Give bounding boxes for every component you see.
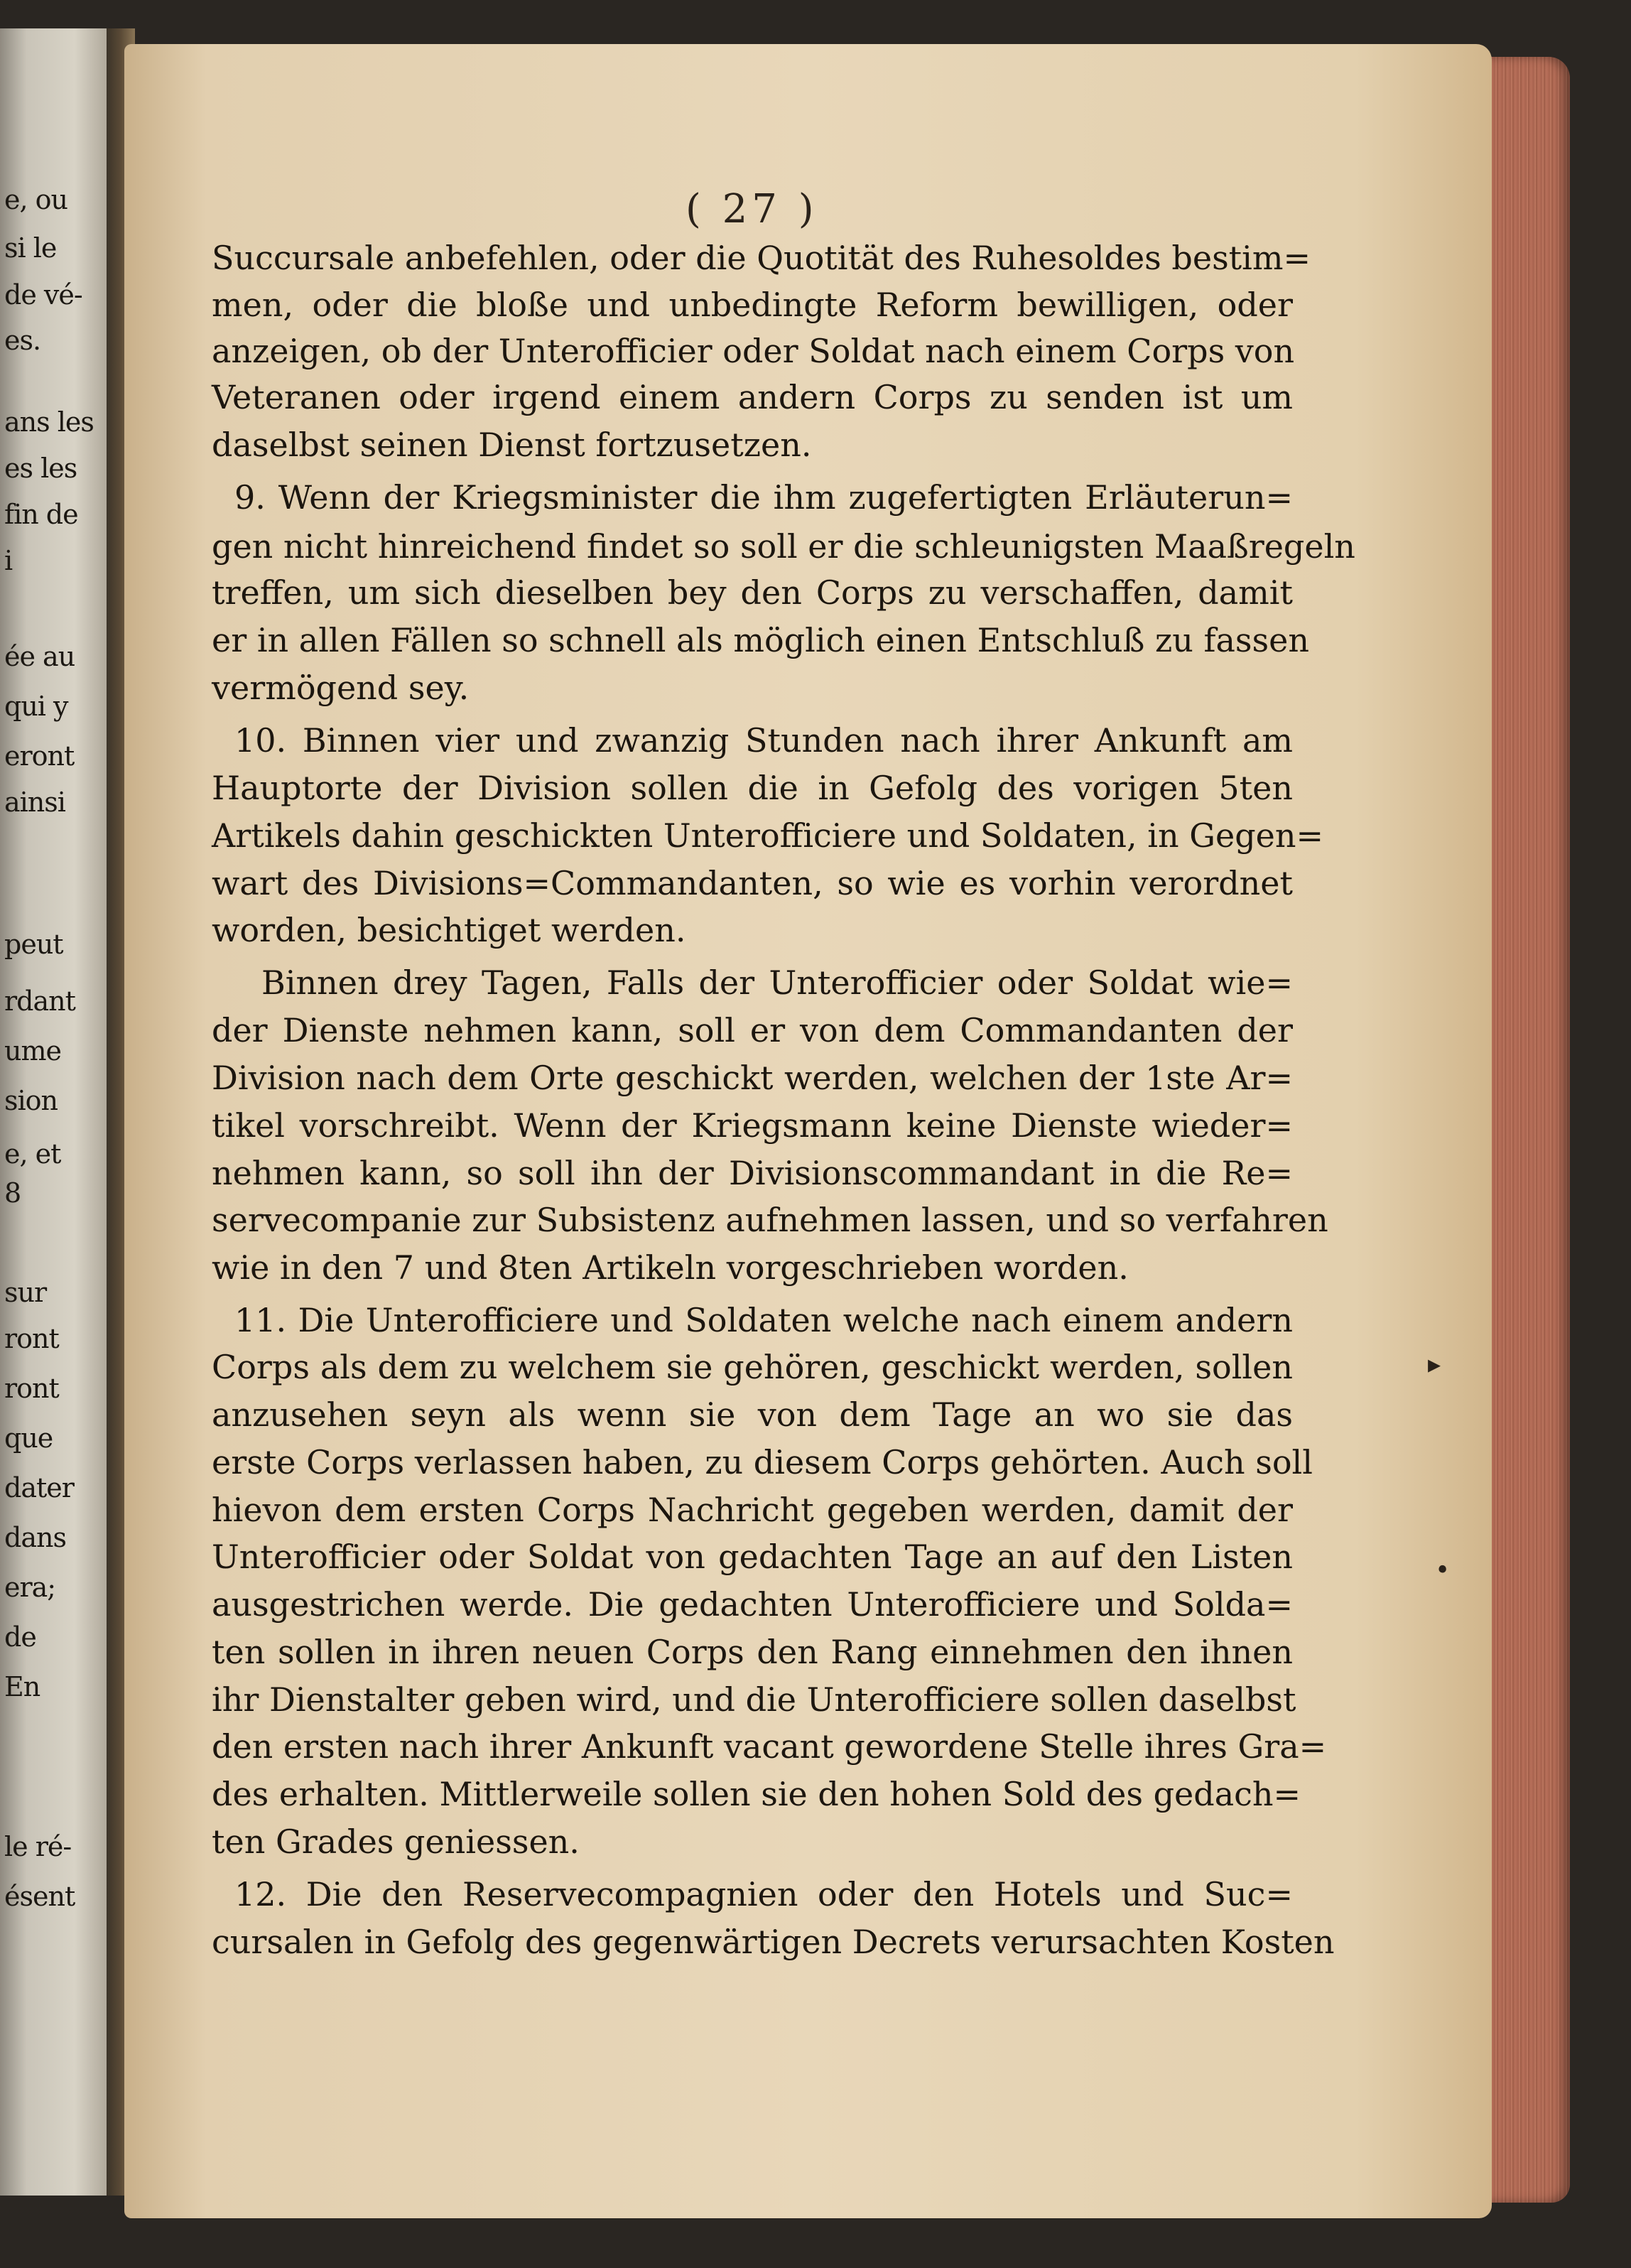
margin-fragment: rdant bbox=[4, 986, 75, 1017]
text-line: hievon dem ersten Corps Nachricht gegeben werden, damit der bbox=[212, 1491, 1293, 1529]
text-line: 9. Wenn der Kriegsminister die ihm zugefertigten Erläuterun= bbox=[234, 478, 1293, 517]
margin-fragment: eront bbox=[4, 740, 75, 772]
margin-fragment: En bbox=[4, 1671, 40, 1702]
text-line: vermögend sey. bbox=[212, 669, 470, 707]
margin-fragment: de vé- bbox=[4, 279, 82, 310]
text-line: wart des Divisions=Commandanten, so wie es vorhin verordnet bbox=[212, 864, 1293, 902]
text-line: ausgestrichen werde. Die gedachten Unterofficiere und Solda= bbox=[212, 1585, 1293, 1624]
page-number: ( 27 ) bbox=[686, 186, 818, 232]
margin-fragment: i bbox=[4, 545, 13, 576]
margin-fragment: es les bbox=[4, 453, 77, 484]
text-line: erste Corps verlassen haben, zu diesem Corps gehörten. Auch soll bbox=[212, 1443, 1313, 1481]
text-line: der Dienste nehmen kann, soll er von dem Commandanten der bbox=[212, 1011, 1293, 1049]
text-line: des erhalten. Mittlerweile sollen sie den hohen Sold des gedach= bbox=[212, 1775, 1301, 1813]
margin-fragment: si le bbox=[4, 232, 57, 264]
margin-fragment: e, ou bbox=[4, 184, 67, 215]
text-line: Unterofficier oder Soldat von gedachten Tage an auf den Listen bbox=[212, 1538, 1293, 1576]
margin-fragment: ront bbox=[4, 1373, 59, 1404]
text-line: tikel vorschreibt. Wenn der Kriegsmann keine Dienste wieder= bbox=[212, 1106, 1293, 1145]
text-line: Succursale anbefehlen, oder die Quotität des Ruhesoldes bestim= bbox=[212, 239, 1311, 277]
ink-speck: ▸ bbox=[1428, 1350, 1441, 1379]
margin-fragment: fin de bbox=[4, 499, 78, 530]
text-line: anzeigen, ob der Unterofficier oder Soldat nach einem Corps von bbox=[212, 332, 1295, 370]
margin-fragment: ans les bbox=[4, 406, 94, 438]
text-line: cursalen in Gefolg des gegenwärtigen Decrets verursachten Kosten bbox=[212, 1923, 1335, 1961]
margin-fragment: ume bbox=[4, 1035, 61, 1066]
text-line: Corps als dem zu welchem sie gehören, geschickt werden, sollen bbox=[212, 1348, 1293, 1386]
margin-fragment: 8 bbox=[4, 1177, 21, 1209]
margin-fragment: es. bbox=[4, 325, 41, 356]
text-line: Hauptorte der Division sollen die in Gefolg des vorigen 5ten bbox=[212, 769, 1293, 807]
margin-fragment: e, et bbox=[4, 1138, 61, 1170]
margin-fragment: sion bbox=[4, 1085, 58, 1116]
text-line: Division nach dem Orte geschickt werden, welchen der 1ste Ar= bbox=[212, 1059, 1293, 1097]
text-line: 11. Die Unterofficiere und Soldaten welche nach einem andern bbox=[234, 1301, 1293, 1339]
margin-fragment: le ré- bbox=[4, 1831, 72, 1862]
text-line: anzusehen seyn als wenn sie von dem Tage an wo sie das bbox=[212, 1395, 1293, 1434]
text-line: ihr Dienstalter geben wird, und die Unterofficiere sollen daselbst bbox=[212, 1680, 1296, 1719]
margin-fragment: ront bbox=[4, 1323, 59, 1354]
text-line: er in allen Fällen so schnell als möglich einen Entschluß zu fassen bbox=[212, 621, 1309, 659]
ink-speck: • bbox=[1435, 1556, 1451, 1585]
text-line: 10. Binnen vier und zwanzig Stunden nach ihrer Ankunft am bbox=[234, 721, 1293, 760]
margin-fragment: ée au bbox=[4, 641, 75, 672]
text-line: Veteranen oder irgend einem andern Corps zu senden ist um bbox=[212, 378, 1293, 416]
text-line: daselbst seinen Dienst fortzusetzen. bbox=[212, 426, 812, 464]
margin-fragment: que bbox=[4, 1422, 53, 1454]
text-line: men, oder die bloße und unbedingte Reform bewilligen, oder bbox=[212, 286, 1293, 324]
margin-fragment: era; bbox=[4, 1572, 56, 1603]
text-line: ten Grades geniessen. bbox=[212, 1822, 580, 1861]
margin-fragment: peut bbox=[4, 929, 63, 960]
text-line: ten sollen in ihren neuen Corps den Rang einnehmen den ihnen bbox=[212, 1633, 1293, 1671]
text-line: treffen, um sich dieselben bey den Corps zu verschaffen, damit bbox=[212, 573, 1293, 612]
margin-fragment: dater bbox=[4, 1472, 74, 1503]
margin-fragment: dans bbox=[4, 1522, 66, 1553]
margin-fragment: ésent bbox=[4, 1881, 75, 1912]
text-line: nehmen kann, so soll ihn der Divisionscommandant in die Re= bbox=[212, 1154, 1293, 1192]
margin-fragment: qui y bbox=[4, 691, 68, 722]
text-line: Binnen drey Tagen, Falls der Unterofficier oder Soldat wie= bbox=[261, 963, 1293, 1002]
text-line: worden, besichtiget werden. bbox=[212, 911, 686, 949]
text-line: Artikels dahin geschickten Unterofficiere und Soldaten, in Gegen= bbox=[212, 816, 1324, 855]
text-line: den ersten nach ihrer Ankunft vacant gewordene Stelle ihres Gra= bbox=[212, 1727, 1327, 1766]
text-line: gen nicht hinreichend findet so soll er die schleunigsten Maaßregeln bbox=[212, 527, 1355, 566]
margin-fragment: ainsi bbox=[4, 787, 65, 818]
text-line: servecompanie zur Subsistenz aufnehmen lassen, und so verfahren bbox=[212, 1201, 1328, 1239]
text-line: 12. Die den Reservecompagnien oder den Hotels und Suc= bbox=[234, 1875, 1293, 1913]
margin-fragment: de bbox=[4, 1621, 36, 1653]
margin-fragment: sur bbox=[4, 1277, 47, 1308]
text-line: wie in den 7 und 8ten Artikeln vorgeschrieben worden. bbox=[212, 1248, 1129, 1287]
